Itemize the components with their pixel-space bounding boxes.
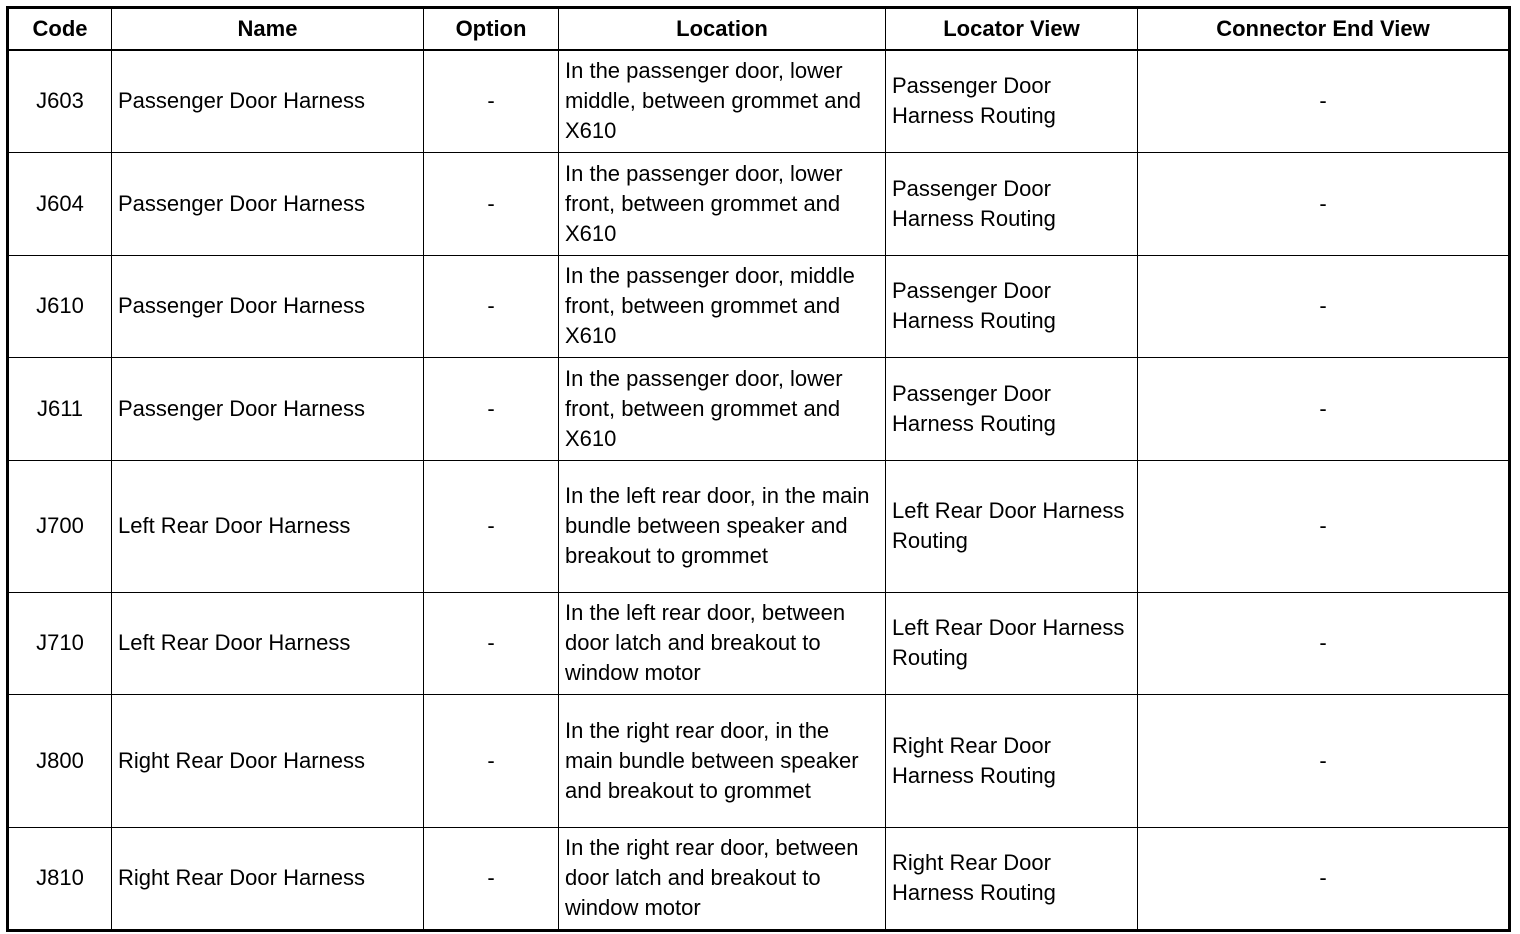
cell-locator-view: Passenger Door Harness Routing — [886, 50, 1138, 152]
cell-location: In the left rear door, between door latch and breakout to window motor — [559, 592, 886, 694]
cell-option: - — [424, 357, 559, 460]
cell-code: J700 — [8, 460, 112, 592]
header-row — [8, 8, 1510, 51]
table-row — [8, 357, 1510, 460]
cell-location: In the passenger door, lower middle, between grommet and X610 — [559, 50, 886, 152]
cell-connector-end-view: - — [1138, 827, 1510, 930]
cell-connector-end-view: - — [1138, 592, 1510, 694]
cell-option: - — [424, 255, 559, 357]
cell-location: In the left rear door, in the main bundle between speaker and breakout to grommet — [559, 460, 886, 592]
table-row — [8, 152, 1510, 255]
cell-name: Passenger Door Harness — [112, 357, 424, 460]
cell-connector-end-view: - — [1138, 357, 1510, 460]
header-location: Location — [559, 8, 886, 51]
cell-code: J604 — [8, 152, 112, 255]
cell-name: Right Rear Door Harness — [112, 827, 424, 930]
table-row — [8, 460, 1510, 592]
table-row — [8, 592, 1510, 694]
cell-locator-view: Passenger Door Harness Routing — [886, 255, 1138, 357]
cell-connector-end-view: - — [1138, 152, 1510, 255]
cell-locator-view: Left Rear Door Harness Routing — [886, 592, 1138, 694]
cell-code: J800 — [8, 694, 112, 827]
connector-table — [6, 6, 1511, 932]
cell-option: - — [424, 50, 559, 152]
header-option: Option — [424, 8, 559, 51]
cell-name: Passenger Door Harness — [112, 50, 424, 152]
table-row — [8, 50, 1510, 152]
cell-connector-end-view: - — [1138, 460, 1510, 592]
cell-code: J611 — [8, 357, 112, 460]
cell-option: - — [424, 592, 559, 694]
table-row — [8, 827, 1510, 930]
cell-locator-view: Passenger Door Harness Routing — [886, 152, 1138, 255]
table-row — [8, 694, 1510, 827]
table-row — [8, 255, 1510, 357]
cell-locator-view: Right Rear Door Harness Routing — [886, 827, 1138, 930]
cell-location: In the right rear door, in the main bundle between speaker and breakout to grommet — [559, 694, 886, 827]
cell-option: - — [424, 460, 559, 592]
cell-connector-end-view: - — [1138, 50, 1510, 152]
cell-code: J710 — [8, 592, 112, 694]
cell-connector-end-view: - — [1138, 694, 1510, 827]
cell-location: In the right rear door, between door latch and breakout to window motor — [559, 827, 886, 930]
cell-location: In the passenger door, lower front, between grommet and X610 — [559, 152, 886, 255]
cell-option: - — [424, 152, 559, 255]
cell-name: Left Rear Door Harness — [112, 592, 424, 694]
cell-location: In the passenger door, lower front, between grommet and X610 — [559, 357, 886, 460]
header-locator-view: Locator View — [886, 8, 1138, 51]
cell-code: J810 — [8, 827, 112, 930]
header-code: Code — [8, 8, 112, 51]
cell-locator-view: Left Rear Door Harness Routing — [886, 460, 1138, 592]
cell-name: Left Rear Door Harness — [112, 460, 424, 592]
cell-name: Passenger Door Harness — [112, 152, 424, 255]
cell-option: - — [424, 694, 559, 827]
cell-name: Right Rear Door Harness — [112, 694, 424, 827]
cell-locator-view: Passenger Door Harness Routing — [886, 357, 1138, 460]
cell-option: - — [424, 827, 559, 930]
cell-name: Passenger Door Harness — [112, 255, 424, 357]
cell-locator-view: Right Rear Door Harness Routing — [886, 694, 1138, 827]
header-connector-end-view: Connector End View — [1138, 8, 1510, 51]
cell-code: J610 — [8, 255, 112, 357]
cell-connector-end-view: - — [1138, 255, 1510, 357]
header-name: Name — [112, 8, 424, 51]
cell-location: In the passenger door, middle front, between grommet and X610 — [559, 255, 886, 357]
cell-code: J603 — [8, 50, 112, 152]
